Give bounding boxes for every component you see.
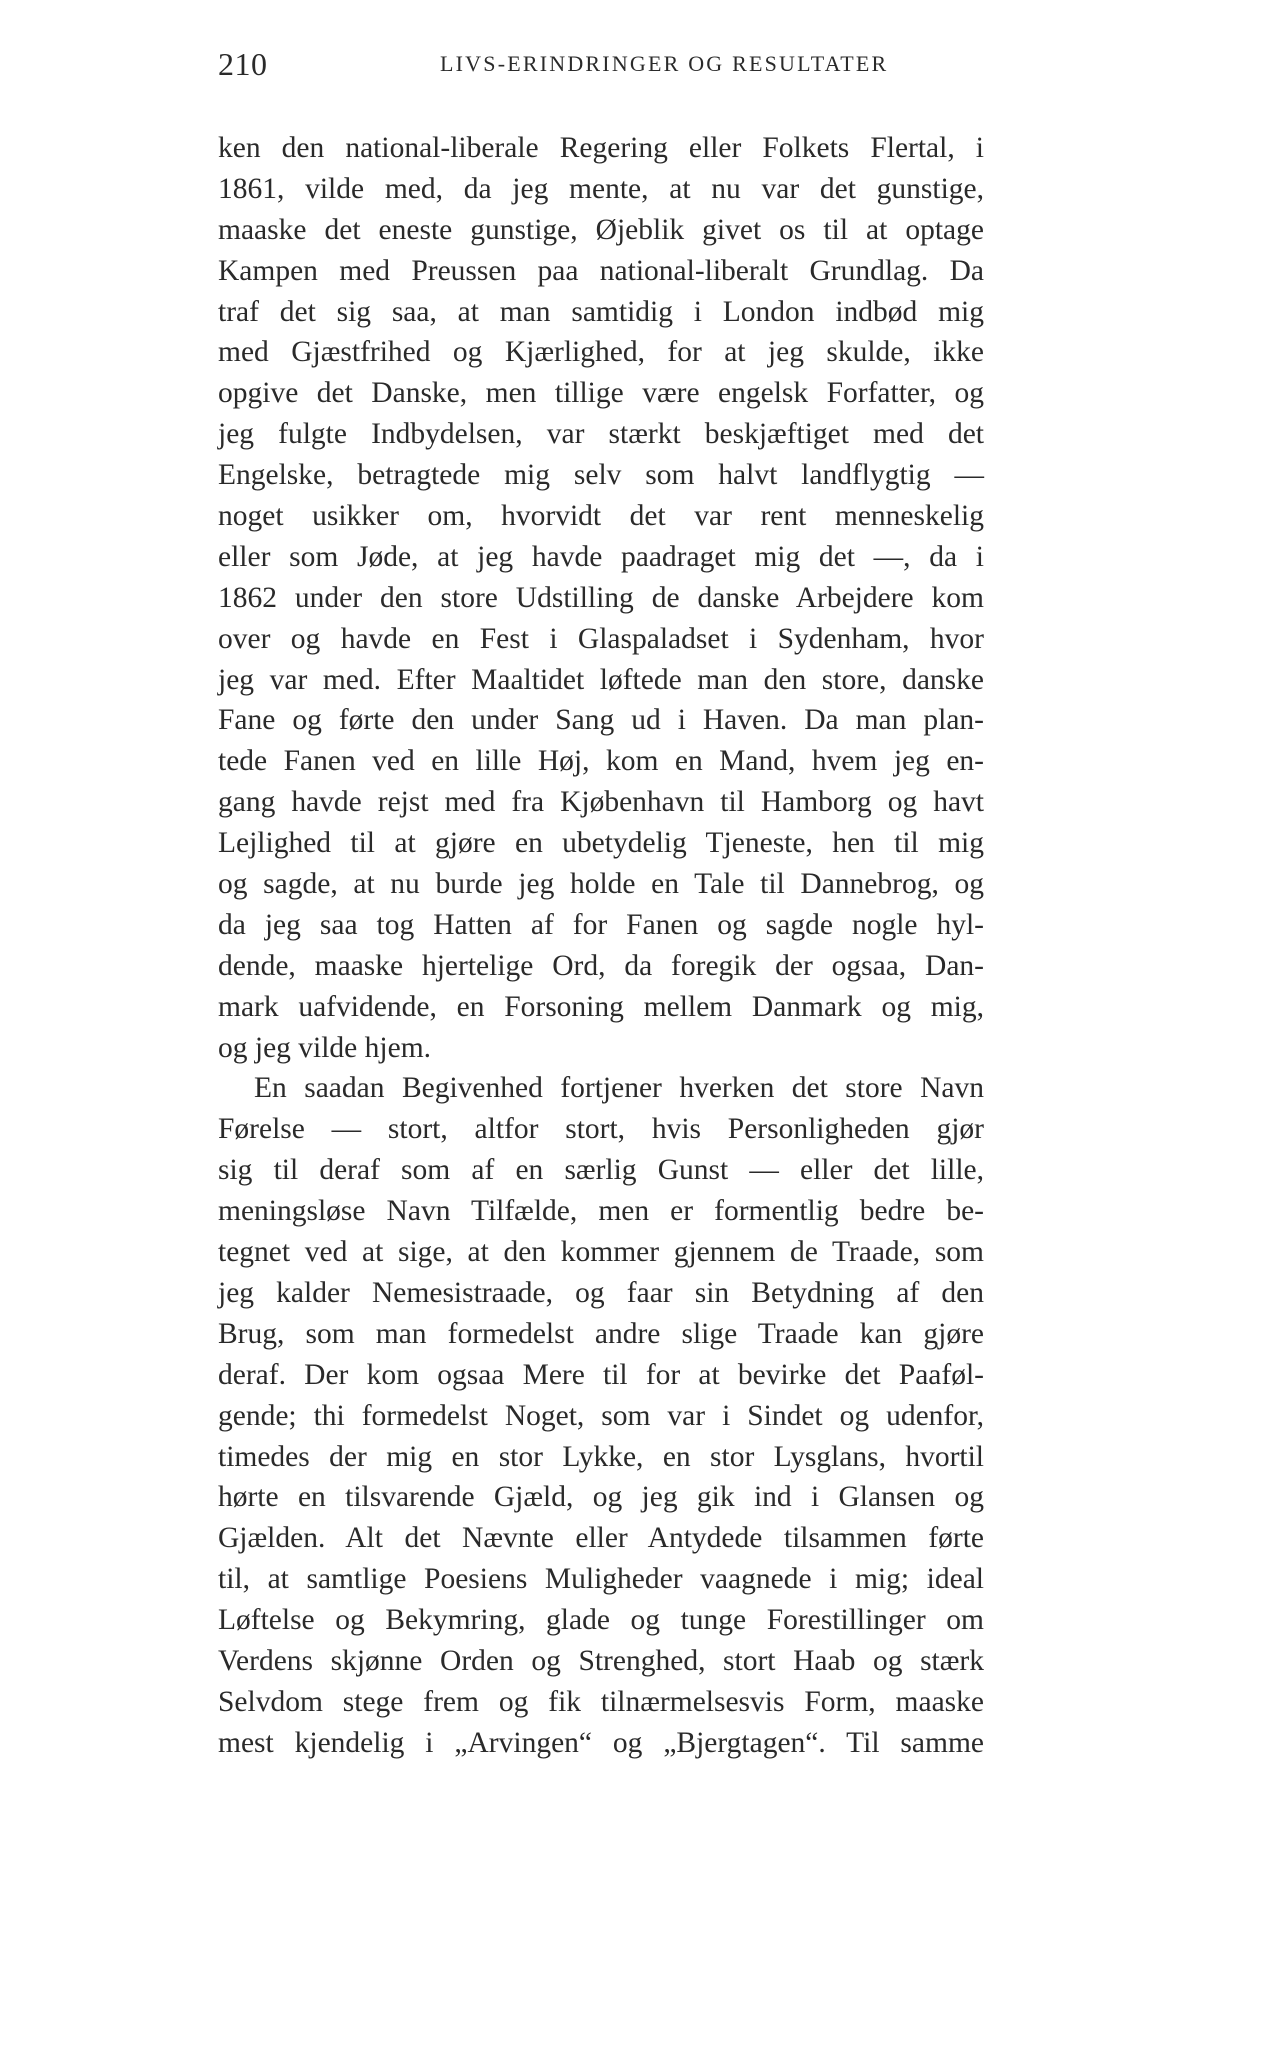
text-line: tede Fanen ved en lille Høj, kom en Mand, hvem jeg en-: [218, 745, 984, 778]
text-line: Førelse — stort, altfor stort, hvis Personligheden gjør: [218, 1113, 984, 1146]
text-line: mest kjendelig i „Arvingen“ og „Bjergtagen“. Til samme: [218, 1726, 984, 1759]
text-line: meningsløse Navn Tilfælde, men er formentlig bedre be-: [218, 1195, 984, 1228]
text-line: Brug, som man formedelst andre slige Traade kan gjøre: [218, 1317, 984, 1350]
text-line: Løftelse og Bekymring, glade og tunge Forestillinger om: [218, 1604, 984, 1637]
text-line: eller som Jøde, at jeg havde paadraget mig det —, da i: [218, 540, 984, 573]
text-line: Kampen med Preussen paa national-liberalt Grundlag. Da: [218, 254, 984, 287]
text-line: mark uafvidende, en Forsoning mellem Danmark og mig,: [218, 990, 984, 1023]
text-line: hørte en tilsvarende Gjæld, og jeg gik ind i Glansen og: [218, 1481, 984, 1514]
text-line: traf det sig saa, at man samtidig i London indbød mig: [218, 295, 984, 328]
text-line: Fane og førte den under Sang ud i Haven. Da man plan-: [218, 704, 984, 737]
text-line: over og havde en Fest i Glaspaladset i Sydenham, hvor: [218, 622, 984, 655]
body-text: [218, 128, 984, 1764]
text-line: Selvdom stege frem og fik tilnærmelsesvis Form, maaske: [218, 1685, 984, 1718]
text-line: sig til deraf som af en særlig Gunst — eller det lille,: [218, 1154, 984, 1187]
text-line: til, at samtlige Poesiens Muligheder vaagnede i mig; ideal: [218, 1563, 984, 1596]
text-line: timedes der mig en stor Lykke, en stor Lysglans, hvortil: [218, 1440, 984, 1473]
text-line: med Gjæstfrihed og Kjærlighed, for at jeg skulde, ikke: [218, 336, 984, 369]
text-line: deraf. Der kom ogsaa Mere til for at bevirke det Paaføl-: [218, 1358, 984, 1391]
text-line: 1861, vilde med, da jeg mente, at nu var det gunstige,: [218, 172, 984, 205]
running-title: LIVS-ERINDRINGER OG RESULTATER: [440, 51, 889, 76]
running-head: [218, 44, 984, 84]
text-line: da jeg saa tog Hatten af for Fanen og sagde nogle hyl-: [218, 908, 984, 941]
text-line: gende; thi formedelst Noget, som var i Sindet og udenfor,: [218, 1399, 984, 1432]
text-line: noget usikker om, hvorvidt det var rent menneskelig: [218, 500, 984, 533]
text-line: jeg kalder Nemesistraade, og faar sin Betydning af den: [218, 1276, 984, 1309]
text-line: gang havde rejst med fra Kjøbenhavn til Hamborg og havt: [218, 786, 984, 819]
paragraph-first-line: En saadan Begivenhed fortjener hverken det store Navn: [254, 1072, 984, 1105]
text-line: jeg var med. Efter Maaltidet løftede man den store, danske: [218, 663, 984, 696]
text-line: og sagde, at nu burde jeg holde en Tale til Dannebrog, og: [218, 868, 984, 901]
text-line: Lejlighed til at gjøre en ubetydelig Tjeneste, hen til mig: [218, 827, 984, 860]
text-line: 1862 under den store Udstilling de danske Arbejdere kom: [218, 581, 984, 614]
text-line: Gjælden. Alt det Nævnte eller Antydede tilsammen førte: [218, 1522, 984, 1555]
text-line: Engelske, betragtede mig selv som halvt landflygtig —: [218, 459, 984, 492]
text-line: tegnet ved at sige, at den kommer gjennem de Traade, som: [218, 1236, 984, 1269]
page-number: 210: [218, 46, 268, 82]
text-line: jeg fulgte Indbydelsen, var stærkt beskjæftiget med det: [218, 418, 984, 451]
text-line: maaske det eneste gunstige, Øjeblik givet os til at optage: [218, 213, 984, 246]
text-line: ken den national-liberale Regering eller Folkets Flertal, i: [218, 132, 984, 164]
text-line: Verdens skjønne Orden og Strenghed, stort Haab og stærk: [218, 1644, 984, 1677]
text-line: dende, maaske hjertelige Ord, da foregik der ogsaa, Dan-: [218, 949, 984, 982]
text-line: opgive det Danske, men tillige være engelsk Forfatter, og: [218, 377, 984, 410]
paragraph-last-line: og jeg vilde hjem.: [218, 1031, 432, 1064]
